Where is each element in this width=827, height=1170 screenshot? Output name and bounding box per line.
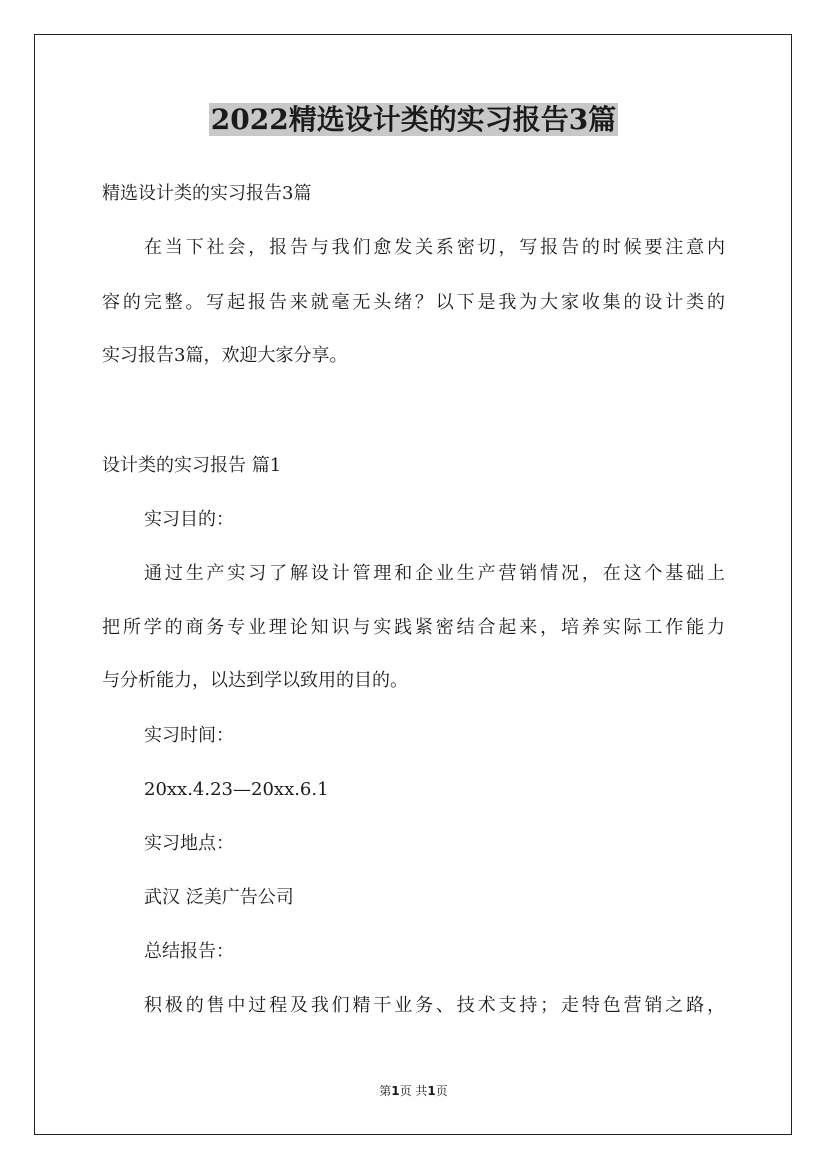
purpose-line-1: 通过生产实习了解设计管理和企业生产营销情况，在这个基础上 [144, 563, 725, 584]
place-value: 武汉 泛美广告公司 [144, 887, 294, 908]
place-label: 实习地点： [144, 833, 234, 854]
section-heading: 设计类的实习报告 篇1 [102, 455, 282, 476]
purpose-label: 实习目的： [144, 509, 234, 530]
footer-page-current: 1 [391, 1084, 400, 1098]
document-subtitle: 精选设计类的实习报告3篇 [102, 183, 312, 204]
intro-line-3: 实习报告3篇，欢迎大家分享。 [102, 345, 348, 366]
time-label: 实习时间： [144, 725, 234, 746]
document-title [0, 100, 827, 140]
footer-page-total: 1 [427, 1084, 436, 1098]
purpose-line-3: 与分析能力，以达到学以致用的目的。 [102, 670, 408, 691]
footer-page-suffix: 页 [435, 1084, 448, 1098]
page-footer [0, 1083, 827, 1099]
document-title-text: 2022精选设计类的实习报告3篇 [210, 103, 617, 136]
purpose-line-2: 把所学的商务专业理论知识与实践紧密结合起来，培养实际工作能力 [102, 617, 725, 638]
footer-page-mid: 页 共 [399, 1084, 428, 1098]
intro-line-1: 在当下社会，报告与我们愈发关系密切，写报告的时候要注意内 [144, 237, 725, 258]
footer-page-prefix: 第 [379, 1084, 392, 1098]
summary-line-1: 积极的售中过程及我们精干业务、技术支持；走特色营销之路， [144, 995, 725, 1016]
time-value: 20xx.4.23—20xx.6.1 [144, 779, 329, 800]
intro-line-2: 容的完整。写起报告来就毫无头绪？以下是我为大家收集的设计类的 [102, 292, 725, 313]
summary-label: 总结报告： [144, 941, 234, 962]
